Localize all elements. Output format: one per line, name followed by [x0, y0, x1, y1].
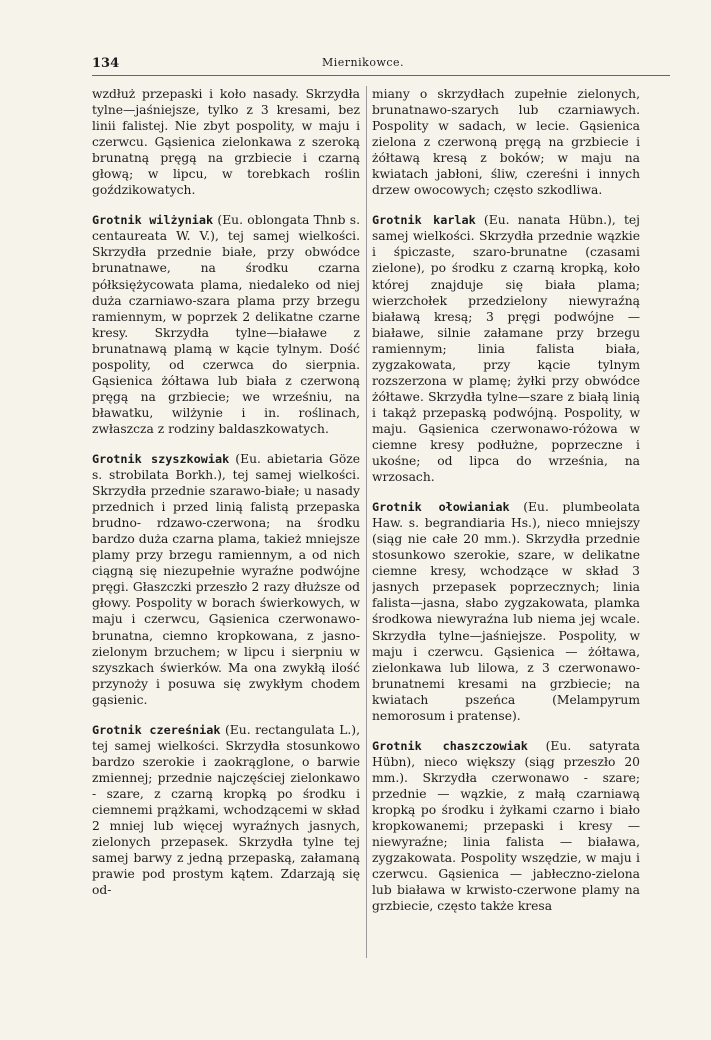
paragraph	[372, 86, 640, 198]
left-column	[92, 86, 360, 966]
paragraph-text: (Eu. satyrata Hübn), nieco większy (siąg przeszło 20 mm.). Skrzydła czerwonawo - szare; przednie — wązkie, z małą czarniawą kropką po środku i żyłkami czarno i biało kropkowanemi; przepaski i kresy — niewyraźne; linia falista — biaława, zygzakowata. Pospolity wszędzie, w maju i czerwcu. Gąsienica — jabłeczno-zielona lub biaława w krwisto-czerwone plamy na grzbiecie, często także kresa	[372, 738, 640, 914]
paragraph-text: (Eu. oblongata Thnb s. centaureata W. V.), tej samej wielkości. Skrzydła przednie białe, przy obwódce brunatnawe, na środku czarna półksiężycowata plama, niedaleko od niej duża czarniawo-szara plama przy brzegu ramiennym, w poprzek 2 delikatne czarne kresy. Skrzydła tylne—białawe z brunatnawą plamą w kącie tylnym. Dość pospolity, od czerwca do sierpnia. Gąsienica żółtawa lub biała z czerwoną pręgą na grzbiecie; we wrześniu, na bławatku, wilżynie i in. roślinach, zwłaszcza z rodziny baldaszkowatych.	[92, 213, 360, 436]
header-rule	[92, 75, 670, 76]
column-divider	[366, 86, 367, 958]
paragraph-text: (Eu. nanata Hübn.), tej samej wielkości. Skrzydła przednie wązkie i śpiczaste, szaro-brunatne (czasami zielone), po środku z czarną kropką, koło której znajduje się biała plama; wierzchołek przedzielony niewyraźną białawą kresą; 3 pręgi podwójne — białawe, silnie załamane przy brzegu ramiennym; linia falista biała, zygzakowata, przy kącie tylnym rozszerzona w plamę; żyłki przy obwódce żółtawe. Skrzydła tylne—szare z białą linią i takąż przepaską podwójną. Pospolity, w maju. Gąsienica czerwonawo-różowa w ciemne kresy podłużne, poprzeczne i ukośne; od lipca do września, na wrzosach.	[372, 213, 640, 485]
paragraph-text: (Eu. abietaria Göze s. strobilata Borkh.), tej samej wielkości. Skrzydła przednie szarawo-białe; u nasady przednich i przed linią falistą przepaska brudno- rdzawo-czerwona; na środku bardzo duża czarna plama, takież mniejsze plamy przy brzegu ramiennym, a od nich ciągną się niezupełnie wyraźne podwójne pręgi. Głaszczki przeszło 2 razy dłuższe od głowy. Pospolity w borach świerkowych, w maju i czerwcu, Gąsienica czerwonawo-brunatna, ciemno kropkowana, z jasno-zielonym brzuchem; w lipcu i sierpniu w szyszkach świerków. Ma ona zwykłą ilość przynoży i posuwa się zwykłym chodem gąsienic.	[92, 451, 360, 707]
paragraph-text: (Eu. rectangulata L.), tej samej wielkości. Skrzydła stosunkowo bardzo szerokie i zaokrąglone, o barwie zmiennej; przednie najczęściej zielonkawo - szare, z czarną kropką po środku i ciemnemi prążkami, wchodzącemi w skład 2 mniej lub więcej wyraźnych jasnych, zielonych przepasek. Skrzydła tylne tej samej barwy z jedną przepaską, załamaną prawie pod prostym kątem. Zdarzają się od-	[92, 722, 360, 898]
species-title: Grotnik czereśniak	[92, 722, 221, 737]
paragraph-text: (Eu. plumbeolata Haw. s. begrandiaria Hs.), nieco mniejszy (siąg nie całe 20 mm.). Skrzydła przednie stosunkowo szerokie, szare, w delikatne ciemne kresy, wchodzące w skład 3 jasnych przepasek poprzecznych; linia falista—jasna, słabo zygzakowata, plamka środkowa niewyraźna lub niema jej wcale. Skrzydła tylne—jaśniejsze. Pospolity, w maju i czerwcu. Gąsienica — żółtawa, zielonkawa lub lilowa, z 3 czerwonawo-brunatnemi kresami na grzbiecie; na kwiatach pszeńca (Melampyrum nemorosum i pratense).	[372, 500, 640, 723]
species-title: Grotnik ołowianiak	[372, 500, 510, 515]
running-title: Miernikowce.	[322, 56, 405, 69]
page-header	[92, 56, 670, 76]
paragraph	[372, 738, 640, 915]
paragraph-text: wzdłuż przepaski i koło nasady. Skrzydła tylne—jaśniejsze, tylko z 3 kresami, bez linii falistej. Nie zbyt pospolity, w maju i czerwcu. Gąsienica zielonkawa z szeroką brunatną pręgą na grzbiecie i czarną głową; w lipcu, w torebkach roślin goździkowatych.	[92, 87, 360, 198]
paragraph	[92, 212, 360, 437]
paragraph	[92, 722, 360, 899]
page-number: 134	[92, 56, 120, 71]
right-column	[372, 86, 640, 966]
paragraph	[372, 499, 640, 724]
paragraph	[92, 86, 360, 198]
species-title: Grotnik chaszczowiak	[372, 738, 528, 753]
species-title: Grotnik szyszkowiak	[92, 451, 230, 466]
paragraph	[372, 212, 640, 485]
species-title: Grotnik karlak	[372, 213, 476, 228]
paragraph	[92, 451, 360, 708]
paragraph-text: miany o skrzydłach zupełnie zielonych, brunatnawo-szarych lub czarniawych. Pospolity w sadach, w lecie. Gąsienica zielona z czerwoną pręgą na grzbiecie i żółtawą kresą z boków; w maju na kwiatach jabłoni, śliw, czereśni i innych drzew owocowych; często szkodliwa.	[372, 87, 640, 198]
species-title: Grotnik wilżyniak	[92, 213, 214, 228]
